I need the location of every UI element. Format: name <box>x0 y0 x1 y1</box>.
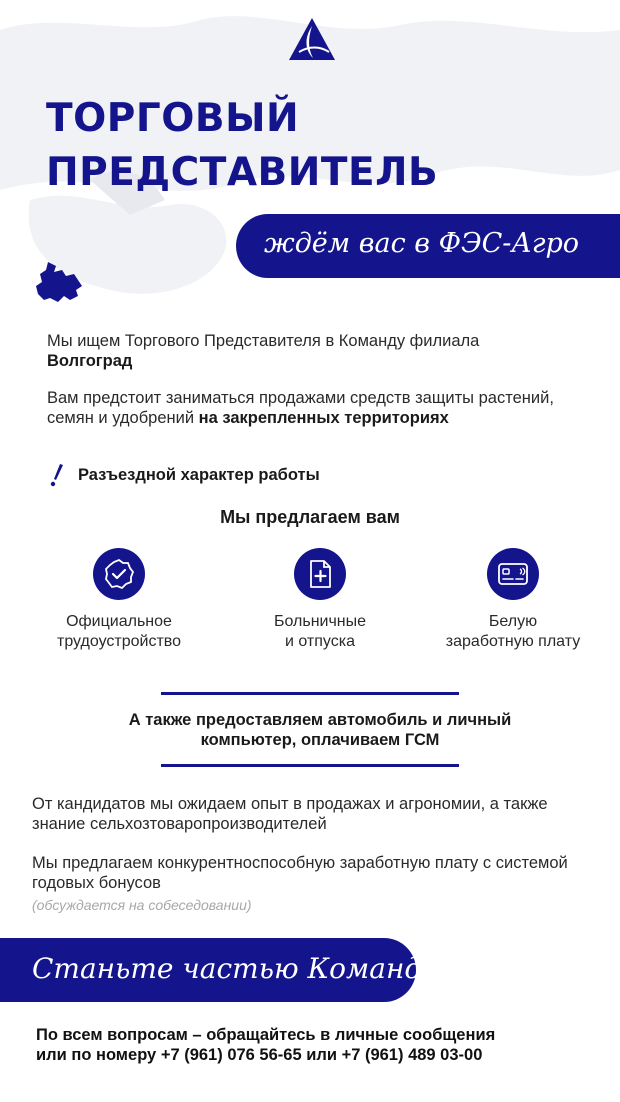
benefit-label: Официальное трудоустройство <box>57 613 181 650</box>
title-line-1: ТОРГОВЫЙ <box>46 96 300 141</box>
benefit-sick-leave <box>225 548 415 652</box>
offer-heading: Мы предлагаем вам <box>220 507 400 527</box>
cta-ribbon <box>0 938 445 1002</box>
company-logo-icon <box>287 16 337 62</box>
contact-info <box>36 1025 596 1065</box>
divider-bottom <box>161 764 459 767</box>
intro-paragraph <box>47 331 567 371</box>
page-title <box>46 92 438 200</box>
region-map-icon <box>34 260 84 304</box>
check-badge-icon <box>103 558 135 590</box>
benefit-label: Больничные и отпуска <box>273 613 367 650</box>
contact-line-1: По всем вопросам – обращайтесь в личные сообщения <box>36 1026 496 1044</box>
tagline-text: ждём вас в ФЭС-Агро <box>264 228 580 259</box>
travel-notice <box>48 462 320 488</box>
travel-text: Разъездной характер работы <box>78 465 320 484</box>
medical-document-icon <box>305 558 335 590</box>
bank-card-icon <box>496 560 530 588</box>
duties-text: Вам предстоит заниматься продажами средств защиты растений, семян и удобрений <box>47 389 554 427</box>
duties-bold-text: на закрепленных территориях <box>198 409 449 427</box>
salary-paragraph: Мы предлагаем конкурентноспособную заработную плату с системой годовых бонусов <box>32 854 568 892</box>
benefit-icon-circle <box>487 548 539 600</box>
branch-name: Волгоград <box>47 352 133 370</box>
benefit-white-salary <box>418 548 608 652</box>
exclamation-icon <box>48 462 68 488</box>
benefit-label: Белую заработную плату <box>445 613 581 650</box>
cta-slogan: Станьте частью Команды <box>32 952 445 985</box>
divider-top <box>161 692 459 695</box>
title-line-2: ПРЕДСТАВИТЕЛЬ <box>46 150 439 195</box>
tagline-ribbon <box>236 214 620 278</box>
benefit-icon-circle <box>93 548 145 600</box>
benefit-icon-circle <box>294 548 346 600</box>
duties-paragraph <box>47 388 567 428</box>
requirements-paragraph: От кандидатов мы ожидаем опыт в продажах и агрономии, а также знание сельхозтоваропроизводителей <box>32 795 548 833</box>
extra-benefits-text: А также предоставляем автомобиль и личный компьютер, оплачиваем ГСМ <box>128 711 512 749</box>
intro-text: Мы ищем Торгового Представителя в Команду филиала <box>47 332 480 350</box>
interview-note: (обсуждается на собеседовании) <box>32 897 252 913</box>
benefit-employment <box>24 548 214 652</box>
contact-phones: или по номеру +7 (961) 076 56-65 или +7 (961) 489 03-00 <box>36 1046 483 1064</box>
